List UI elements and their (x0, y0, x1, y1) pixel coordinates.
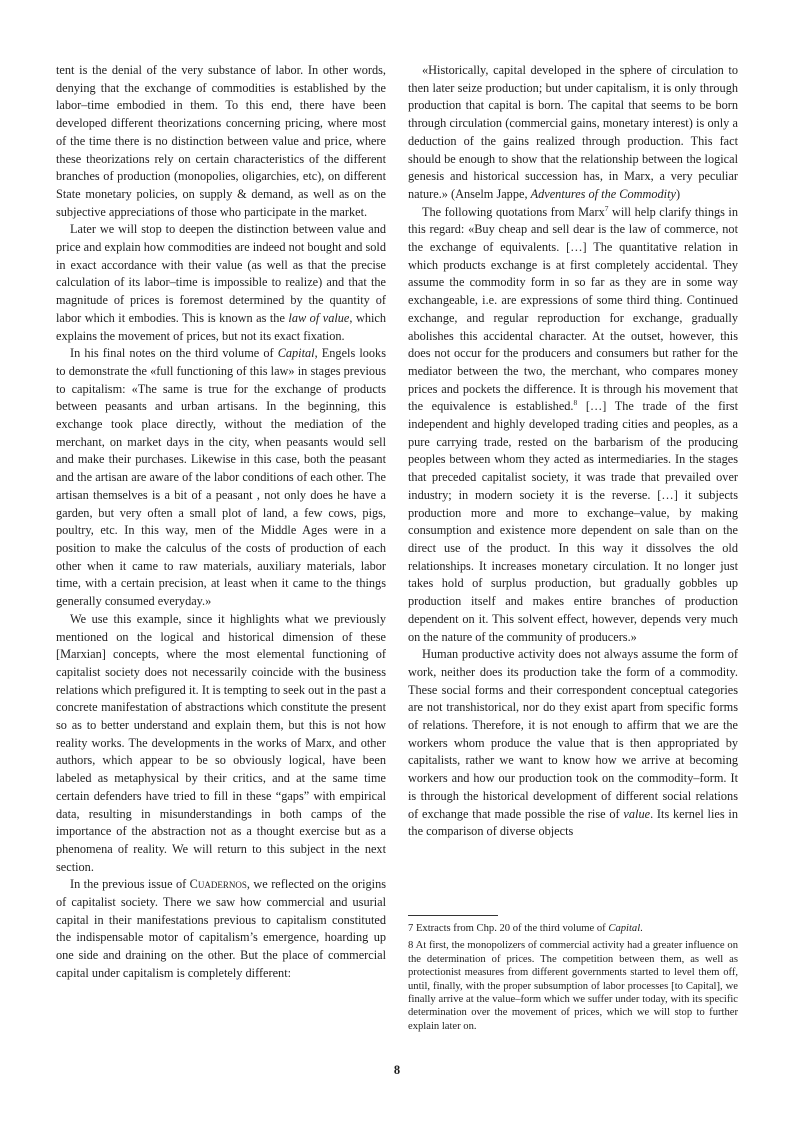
paragraph: Human productive activity does not always assume the form of work, neither does its production take the form of a commodity. These social forms and their correspondent conceptual categories are not transhistorical, nor do they exist apart from specific forms of relations. Therefore, it is not enough to affirm that we are the workers whom produce the value that is then appropriated by capitalists, rather we want to know how we arrive at becoming workers and how our production took on the commodity–form. It is through the historical development of different social relations of exchange that made possible the rise of value. Its kernel lies in the comparison of diverse objects (408, 647, 738, 839)
right-column (408, 62, 738, 841)
emphasis: value (623, 806, 651, 821)
page-number: 8 (393, 1063, 401, 1077)
paragraph: tent is the denial of the very substance of labor. In other words, denying that the exchange of commodities is established by the labor–time embodied in them. To this end, there have been developed different theorizations concerning pricing, where most of the time there is no distinction between value and price, where these theorizations rely on certain characteristics of the different branches of production (monopolies, oligarchies, etc), on different State monetary policies, on supply & demand, as well as on the subjective appreciations of those who participate in the market. (56, 63, 386, 219)
paragraph: In his final notes on the third volume of Capital, Engels looks to demonstrate the «full functioning of this law» in stages previous to capitalism: «The same is true for the exchange of products between peasants and urban artisans. In the beginning, this exchange took place directly, without the mediation of the merchant, on market days in the city, when peasants would sell and make their purchases. Likewise in this case, both the peasant and the artisan are aware of the labor conditions of each other. The artisan themselves is a bit of a peasant , not only does he have a garden, but very often a small plot of land, a few cows, pigs, poultry, etc. In this way, men of the Middle Ages were in a position to make the calculus of the costs of production of each other when it came to raw materials, auxiliary materials, labor time, with a certain precision, at least when it came to the things generally consumed everyday.» (56, 346, 386, 609)
paragraph: In the previous issue of Cuadernos, we reflected on the origins of capitalist society. There we saw how commercial and usurial capital in their manifestations previous to capitalism constituted the indispensable motor of capitalism’s emergence, hoarding up one side and draining on the other. But the place of commercial capital under capitalism is completely different: (56, 877, 386, 980)
journal-name: Cuadernos (189, 877, 247, 892)
footnote-8: 8 At first, the monopolizers of commercial activity had a greater influence on the determination of prices. The competition between them, as well as protectionist measures from different governments started to level them off, until, finally, with the proper subsumption of labor processes [to Capital], we finally arrive at the value–form which we suffer under today, with its specific determination over the movement of prices, which we will stop to further explain later on. (408, 940, 738, 1032)
footnote-ref: 8 (573, 398, 578, 408)
book-title: Capital (608, 923, 641, 934)
footnote-7: 7 Extracts from Chp. 20 of the third volume of Capital. (408, 923, 643, 934)
paragraph: «Historically, capital developed in the sphere of circulation to then later seize production; but under capitalism, it is only through production that capital is born. The capital that seems to be born through circulation (commercial gains, monetary interest) is only a deduction of the gains realized through production. This fact should be enough to show that the relationship between the logical genesis and historical succession has, in Marx, a very peculiar nature.» (Anselm Jappe, Adventures of the Commodity) (408, 63, 738, 201)
left-column (56, 62, 386, 983)
emphasis: law of value (288, 310, 350, 325)
footnotes (408, 915, 738, 1037)
footnote-rule (408, 915, 498, 916)
footnote-ref: 7 (604, 203, 609, 213)
paragraph: Later we will stop to deepen the distinction between value and price and explain how commodities are indeed not bought and sold in exact accordance with their value (as well as that the precise calculation of its labor–time is impossible to realize) and that the magnitude of prices is foremost determined by the quantity of labor which it embodies. This is known as the law of value, which explains the movement of prices, but not its exact fixation. (56, 222, 386, 343)
paragraph: We use this example, since it highlights what we previously mentioned on the logical and historical dimension of these [Marxian] concepts, where the most elemental functioning of capitalist society does not necessarily coincide with the business relations which prefigured it. It is tempting to seek out in the past a concrete manifestation of abstractions which constitute the present so as to better understand and explain them, but this is not how reality works. The developments in the works of Marx, and other authors, which appear to be so obviously logical, have been labeled as metaphysical by their critics, and at the same time certain defenders have tried to fill in these “gaps” with empirical data, resulting in misunderstandings in both camps of the importance of the abstraction not as a thought exercise but as a phenomena of reality. We will return to this subject in the next section. (56, 611, 386, 874)
book-title: Capital (277, 346, 315, 361)
book-title: Adventures of the Commodity (530, 186, 676, 201)
paragraph: The following quotations from Marx$^7$ will help clarify things in this regard: «Buy cheap and sell dear is the law of commerce, not the exchange of equivalents. […] The quantitative relation in which products exchange is at first completely accidental. They assume the commodity form in so far as they are in some way exchangeable, i.e. are expressions of some third thing. Continued exchange, and regular reproduction for exchange, gradually abolishes this accidental character. At the outset, however, this does not occur for the producers and consumers but rather for the mediator between the two, the merchant, who compares money prices and pockets the difference. It is through his movement that the equivalence is established.$^8$ […] The trade of the first independent and highly developed trading cities and peoples, as a pure carrying trade, rested on the barbarism of the producing peoples between whom they acted as intermediaries. In the stages that preceded capitalist society, it was trade that prevailed over industry; in modern society it is the reverse. […] it subjects production more and more to exchange–value, by making consumption and existence more dependent on sale than on the direct use of the product. In this way it dissolves the old relationships. It increases monetary circulation. It no longer just takes hold of surplus production, but gradually gobbles up production itself and makes entire branches of production dependent on it. This solvent effect, however, depends very much on the nature of the community of producers.» (408, 203, 738, 644)
